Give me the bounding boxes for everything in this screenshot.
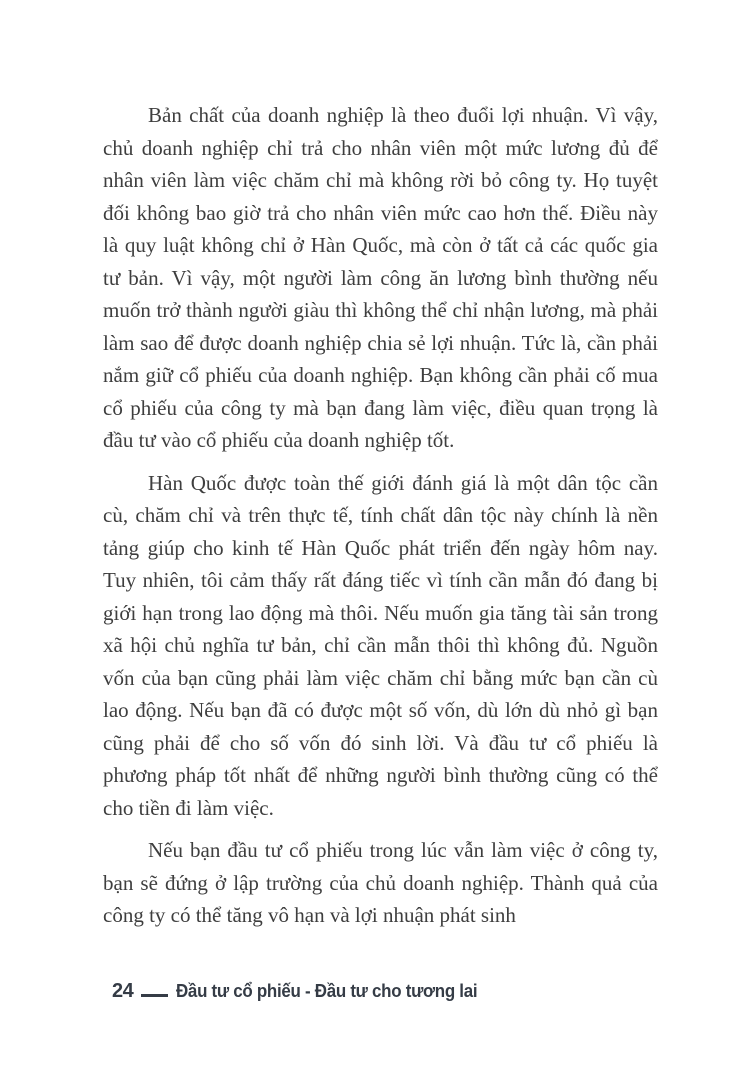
footer-separator-dash <box>141 994 168 997</box>
body-paragraph: Hàn Quốc được toàn thế giới đánh giá là một dân tộc cần cù, chăm chỉ và trên thực tế, tính chất dân tộc này chính là nền tảng giúp cho kinh tế Hàn Quốc phát triển đến ngày hôm nay. Tuy nhiên, tôi cảm thấy rất đáng tiếc vì tính cần mẫn đó đang bị giới hạn trong lao động mà thôi. Nếu muốn gia tăng tài sản trong xã hội chủ nghĩa tư bản, chỉ cần mẫn thôi thì không đủ. Nguồn vốn của bạn cũng phải làm việc chăm chỉ bằng mức bạn cần cù lao động. Nếu bạn đã có được một số vốn, dù lớn dù nhỏ gì bạn cũng phải để cho số vốn đó sinh lời. Và đầu tư cổ phiếu là phương pháp tốt nhất để những người bình thường cũng có thể cho tiền đi làm việc. <box>103 470 658 820</box>
page-footer <box>112 980 497 1003</box>
footer-book-title: Đầu tư cổ phiếu - Đầu tư cho tương lai <box>176 981 478 1001</box>
page-number: 24 <box>112 980 134 1002</box>
body-paragraph: Bản chất của doanh nghiệp là theo đuổi lợi nhuận. Vì vậy, chủ doanh nghiệp chỉ trả cho nhân viên một mức lương đủ để nhân viên làm việc chăm chỉ mà không rời bỏ công ty. Họ tuyệt đối không bao giờ trả cho nhân viên mức cao hơn thế. Điều này là quy luật không chỉ ở Hàn Quốc, mà còn ở tất cả các quốc gia tư bản. Vì vậy, một người làm công ăn lương bình thường nếu muốn trở thành người giàu thì không thể chỉ nhận lương, mà phải làm sao để được doanh nghiệp chia sẻ lợi nhuận. Tức là, cần phải nắm giữ cổ phiếu của doanh nghiệp. Bạn không cần phải cố mua cổ phiếu của công ty mà bạn đang làm việc, điều quan trọng là đầu tư vào cổ phiếu của doanh nghiệp tốt. <box>103 103 658 452</box>
page-body-text <box>103 99 658 942</box>
body-paragraph: Nếu bạn đầu tư cổ phiếu trong lúc vẫn làm việc ở công ty, bạn sẽ đứng ở lập trường của chủ doanh nghiệp. Thành quả của công ty có thể tăng vô hạn và lợi nhuận phát sinh <box>103 838 658 927</box>
